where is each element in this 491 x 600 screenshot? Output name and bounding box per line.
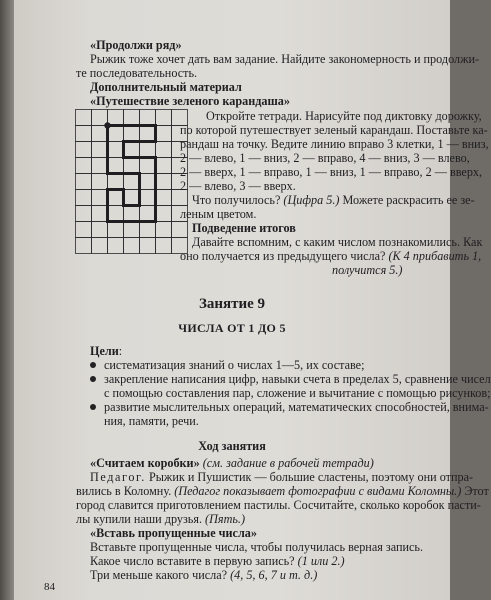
- grid-cell: [124, 158, 140, 174]
- grid-cell: [92, 206, 108, 222]
- answer-text: получится 5.): [332, 263, 403, 277]
- grid-cell: [140, 174, 156, 190]
- grid-cell: [76, 174, 92, 190]
- paragraph-line: те последовательность.: [76, 66, 198, 80]
- start-dot: [104, 122, 110, 128]
- goal-item-continuation: ния, памяти, речи.: [104, 414, 199, 428]
- grid-cell: [156, 222, 172, 238]
- grid-cell: [140, 238, 156, 254]
- heading-summary: Подведение итогов: [192, 221, 296, 235]
- grid-cell: [108, 158, 124, 174]
- heading-green-pencil-journey: «Путешествие зеленого карандаша»: [90, 94, 290, 108]
- grid-cell: [76, 222, 92, 238]
- lesson-title: Занятие 9: [198, 296, 266, 312]
- grid-cell: [108, 238, 124, 254]
- book-spine-shadow: [0, 0, 14, 600]
- grid-cell: [124, 126, 140, 142]
- grid-cell: [140, 190, 156, 206]
- grid-cell: [92, 158, 108, 174]
- grid-cell: [156, 206, 172, 222]
- answer-text: (Цифра 5.): [283, 193, 340, 207]
- task-title: «Считаем коробки»: [90, 456, 200, 470]
- grid-cell: [140, 126, 156, 142]
- grid-cell: [140, 110, 156, 126]
- answer-text: (Пять.): [205, 512, 246, 526]
- grid-cell: [156, 126, 172, 142]
- grid-cell: [76, 190, 92, 206]
- paragraph-line: [192, 193, 475, 207]
- grid-cell: [92, 238, 108, 254]
- question-text: оно получается из предыдущего числа?: [180, 249, 389, 263]
- paragraph-line: Давайте вспомним, с каким числом познакомились. Как: [192, 235, 483, 249]
- goals-colon: :: [118, 344, 123, 358]
- stage-direction: (Педагог показывает фотографии с видами Коломны.): [174, 484, 462, 498]
- paragraph-line: Рыжик тоже хочет дать вам задание. Найдите закономерность и продолжи-: [90, 52, 480, 66]
- answer-text: (К 4 прибавить 1,: [388, 249, 482, 263]
- grid-cell: [156, 174, 172, 190]
- grid-cell: [156, 142, 172, 158]
- grid-cell: [124, 238, 140, 254]
- grid-cell: [92, 174, 108, 190]
- paragraph-line: [76, 484, 489, 498]
- paragraph-text: лы купили наши друзья.: [76, 512, 206, 526]
- section-title: Ход занятия: [198, 439, 266, 453]
- paragraph-line: по которой путешествует зеленый карандаш. Поставьте ка-: [180, 123, 488, 137]
- grid-cell: [76, 126, 92, 142]
- paragraph-line: [180, 249, 481, 263]
- grid-cell: [108, 110, 124, 126]
- grid-cell: [76, 158, 92, 174]
- answer-text: (4, 5, 6, 7 и т. д.): [230, 568, 318, 582]
- grid-cell: [156, 190, 172, 206]
- grid-cell: [124, 110, 140, 126]
- goals-label: Цели: [90, 344, 119, 358]
- paragraph-text: Три меньше какого числа?: [90, 568, 231, 582]
- heading-continue-sequence: «Продолжи ряд»: [90, 38, 182, 52]
- lesson-subtitle: ЧИСЛА ОТ 1 ДО 5: [178, 321, 286, 335]
- grid-cell: [124, 174, 140, 190]
- grid-cell: [124, 222, 140, 238]
- goal-item: развитие мыслительных операций, математических способностей, внима-: [104, 400, 489, 414]
- grid-cell: [172, 222, 188, 238]
- question-text: Можете раскрасить ее зе-: [339, 193, 475, 207]
- grid-cell: [108, 222, 124, 238]
- grid-cell: [124, 190, 140, 206]
- grid-cell: [76, 238, 92, 254]
- answer-text: (1 или 2.): [297, 554, 345, 568]
- grid-cell: [76, 110, 92, 126]
- grid-cell: [92, 126, 108, 142]
- grid-cell: [92, 110, 108, 126]
- paragraph-line: рандаш на точку. Ведите линию вправо 3 клетки, 1 — вниз,: [180, 137, 489, 151]
- grid-cell: [92, 190, 108, 206]
- goal-item: систематизация знаний о числах 1—5, их составе;: [104, 358, 365, 372]
- heading-additional-material: Дополнительный материал: [90, 80, 242, 94]
- grid-cell: [108, 206, 124, 222]
- paragraph-line: Вставьте пропущенные числа, чтобы получилась верная запись.: [90, 540, 424, 554]
- speaker-label: Педагог.: [90, 470, 146, 484]
- task-title: «Вставь пропущенные числа»: [90, 526, 257, 540]
- paragraph-line: [76, 512, 245, 526]
- paragraph-line: [90, 456, 374, 470]
- grid-cell: [76, 206, 92, 222]
- paragraph-line: город славится приготовлением пастилы. Сосчитайте, сколько коробок пасти-: [76, 498, 481, 512]
- grid-cell: [108, 190, 124, 206]
- grid-cell: [140, 142, 156, 158]
- grid-cell: [156, 238, 172, 254]
- paragraph-text: Этот: [461, 484, 489, 498]
- grid-figure: [75, 109, 187, 253]
- grid-cell: [140, 206, 156, 222]
- paragraph-line: 2 — влево, 1 — вниз, 2 — вправо, 4 — вниз, 3 — влево,: [180, 151, 470, 165]
- paragraph-line: [90, 554, 345, 568]
- goal-item-continuation: с помощью составления пар, сложение и вычитание с помощью рисунков;: [104, 386, 491, 400]
- grid-cell: [156, 158, 172, 174]
- paragraph-line: 2 — влево, 3 — вверх.: [180, 179, 296, 193]
- paragraph-line: [90, 470, 473, 484]
- goal-item: закрепление написания цифр, навыки счета в пределах 5, сравнение чисел: [104, 372, 491, 386]
- book-page: [14, 0, 491, 600]
- paragraph-line: 2 — вверх, 1 — вправо, 1 — вниз, 1 — вправо, 2 — вверх,: [180, 165, 483, 179]
- page-number: 84: [44, 581, 55, 593]
- paragraph-text: Какое число вставите в первую запись?: [90, 554, 298, 568]
- grid-cell: [108, 142, 124, 158]
- grid-cell: [108, 174, 124, 190]
- grid-cell: [140, 158, 156, 174]
- task-note: (см. задание в рабочей тетради): [199, 456, 374, 470]
- grid-cell: [140, 222, 156, 238]
- paragraph-line: Откройте тетради. Нарисуйте под диктовку дорожку,: [206, 109, 482, 123]
- grid-cell: [124, 206, 140, 222]
- grid-cell: [124, 142, 140, 158]
- question-text: Что получилось?: [192, 193, 284, 207]
- paragraph-line: [90, 568, 317, 582]
- goals-heading: [90, 344, 122, 358]
- paragraph-line: леным цветом.: [180, 207, 257, 221]
- grid-cell: [156, 110, 172, 126]
- paragraph-text: Рыжик и Пушистик — большие сластены, поэтому они отпра-: [145, 470, 474, 484]
- paragraph-text: вились в Коломну.: [76, 484, 175, 498]
- grid-cell: [92, 222, 108, 238]
- grid-cell: [92, 142, 108, 158]
- grid-cell: [76, 142, 92, 158]
- grid-cell: [108, 126, 124, 142]
